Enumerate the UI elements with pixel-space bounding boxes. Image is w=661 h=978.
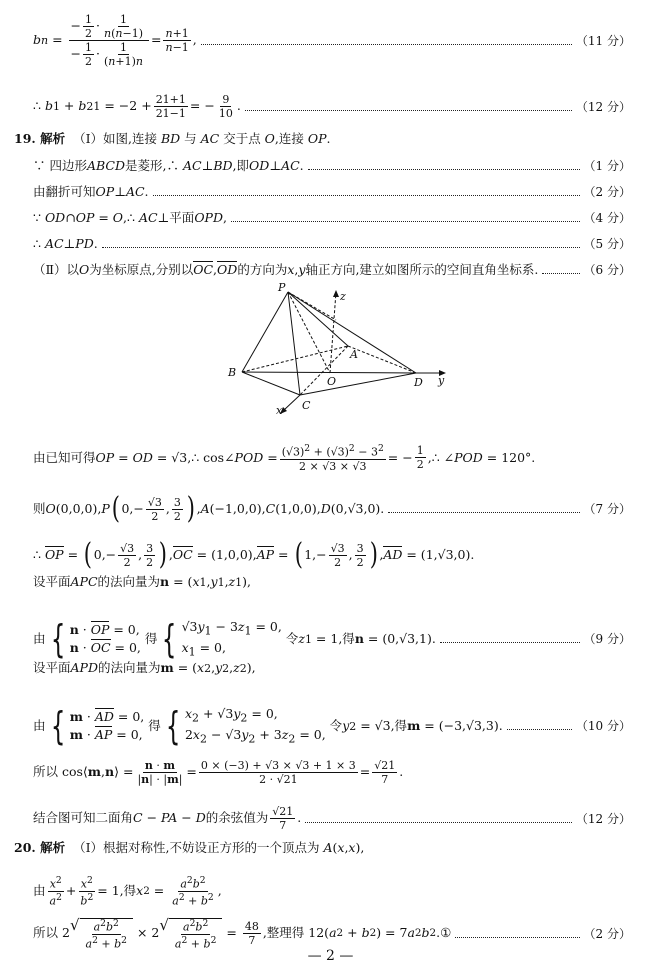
rhombus-statement: ∵ 四边形 ABCD 是菱形,∴ AC ⊥ BD ,即 OD ⊥ AC .: [33, 158, 304, 173]
edge-PB: [242, 292, 288, 372]
problem-19-heading: [14, 133, 612, 146]
edge-PA: [288, 292, 348, 346]
leader-dots: [201, 43, 572, 45]
label-O: O: [327, 375, 337, 388]
problem-19-label: 19. 解析: [14, 131, 66, 146]
b1-b21-expression: ∴ b 1 + b 21 = −2 + $\frac{21+1}{21-1}$ = − $\frac{9}{10}$ .: [33, 93, 241, 120]
part-1-intro: （Ⅰ）如图,连接 BD 与 AC 交于点 O,连接 OP.: [73, 131, 331, 146]
vectors-list: ∴ OP = ( 0,− $\frac{√3}{2}$ , $\frac{3}{2}$ ) , OC = (1,0,0), AP = ( 1,− $\frac{√3}{2}$ , $\frac{3}{2}$ ) , AD = (1,√3,0).: [33, 537, 475, 572]
score-9: （9 分）: [583, 632, 631, 646]
score-2b: （2 分）: [583, 926, 631, 941]
ellipse-eq: 由 $\frac{x^2}{a^2}$ + $\frac{x^2}{b^2}$ = 1,得 x 2 = $\frac{a^2b^2}{a^2 + b^2}$ ,: [33, 875, 222, 908]
score-12: （12 分）: [575, 99, 631, 114]
plane-statement: ∵ OD ∩ OP = O ,∴ AC ⊥平面 OPD ,: [33, 210, 227, 225]
line-b1-b21: [33, 94, 631, 119]
x-axis-ext: [284, 395, 300, 410]
label-D: D: [414, 376, 423, 389]
line-ac-pd: [33, 238, 631, 251]
normal-n-def: 设平面 APC 的法向量为 n = ( x 1 , y 1 , z 1 ),: [33, 574, 251, 589]
score-12b: （12 分）: [575, 811, 631, 826]
line-coordinates: [33, 491, 631, 526]
line-b-n-formula: [33, 14, 631, 67]
score-6: （6 分）: [583, 263, 631, 278]
score-1: （1 分）: [583, 159, 631, 174]
line-system-m: [33, 704, 631, 748]
cos-pod-calc: 由已知可得 OP = OD = √3,∴ cos∠ POD = $\frac{(√3)^2 + (√3)^2 - 3^2}{2 \times √3 \times √3}$ = − $\frac{1}{2}$ ,∴ ∠ POD = 120°.: [33, 443, 536, 473]
score-11: （11 分）: [575, 33, 631, 48]
score-2: （2 分）: [583, 185, 631, 200]
label-z: z: [340, 290, 346, 303]
line-normal-m: [33, 662, 631, 675]
area-eq: 所以 2 √ $\frac{a^2b^2}{a^2 + b^2}$ × 2 √ $\frac{a^2b^2}{a^2 + b^2}$ = $\frac{48}{7}$ ,整理得 12( a 2 + b 2 ) = 7 a 2 b 2 .①: [33, 916, 452, 951]
line-system-n: [33, 617, 631, 661]
system-n: 由 { n · OP = 0, n · OC = 0, 得 { $√3y_1 - 3z_1 = 0$, $x_1 = 0$, 令 z 1 = 1,得 n = (0,√3,1).: [33, 617, 436, 661]
leader-dots: [245, 109, 572, 111]
part-1-intro-20: （Ⅰ）根据对称性,不妨设正方形的一个顶点为 A(x,x),: [73, 840, 365, 855]
score-4: （4 分）: [583, 211, 631, 226]
line-fold: [33, 186, 631, 199]
line-rhombus: [33, 160, 631, 173]
line-area-eq: [33, 918, 631, 949]
b-n-expression: b n = − $\frac{1}{2}$ · $\frac{1}{n(n-1)}$ − $\frac{1}{2}$ · $\frac{1}{(n+1)n}$ = $\frac{n+1}{n-1}$ ,: [33, 13, 197, 68]
label-C: C: [302, 399, 311, 412]
geometry-figure: [220, 280, 460, 420]
line-cos-pod: [33, 444, 631, 472]
edge-AD: [348, 346, 416, 373]
label-P: P: [278, 281, 286, 294]
line-coord-system: [33, 264, 631, 277]
line-plane: [33, 212, 631, 225]
score-10: （10 分）: [575, 719, 631, 733]
coordinates-list: 则 O (0,0,0), P ( 0,− $\frac{√3}{2}$ , $\frac{3}{2}$ ) , A (−1,0,0), C (1,0,0), D (0,√3,0).: [33, 491, 385, 526]
problem-20-heading: [14, 842, 612, 855]
label-A: A: [350, 348, 358, 361]
system-m: 由 { m · AD = 0, m · AP = 0, 得 { $x_2 + √3y_2 = 0$, $2x_2 - √3y_2 + 3z_2 = 0$, 令 y 2 = √3,得 m = (−3,√3,3).: [33, 704, 503, 748]
line-cos-mn: [33, 760, 631, 785]
edge-BC: [242, 372, 300, 395]
coord-system-statement: （Ⅱ）以 O 为坐标原点,分别以 OC , OD 的方向为 x , y 轴正方向,建立如图所示的空间直角坐标系.: [33, 262, 539, 277]
line-vectors: [33, 537, 631, 572]
z-axis-arrow: [333, 290, 339, 297]
edge-PC: [288, 292, 300, 395]
problem-20-label: 20. 解析: [14, 840, 66, 855]
fold-statement: 由翻折可知 OP ⊥ AC .: [33, 184, 149, 199]
page-number: — 2 —: [307, 948, 354, 964]
line-normal-n: [33, 576, 631, 589]
label-y: y: [438, 374, 445, 387]
normal-m-def: 设平面 APD 的法向量为 m = ( x 2 , y 2 , z 2 ),: [33, 660, 256, 675]
label-B: B: [228, 366, 237, 379]
score-5: （5 分）: [583, 237, 631, 252]
label-x: x: [276, 404, 283, 417]
edge-PO: [288, 292, 330, 373]
line-dihedral: [33, 806, 631, 831]
cos-mn-calc: 所以 cos⟨ m , n ⟩ = $\frac{n \cdot m}{|n| \cdot |m|}$ = $\frac{0 \times (-3) + √3 \times √3 + 1 \times 3}{2 \cdot √21}$ = $\frac{√21}{7}$ .: [33, 759, 404, 786]
edge-CD: [300, 373, 416, 395]
dihedral-result: 结合图可知二面角 C − PA − D 的余弦值为 $\frac{√21}{7}$ .: [33, 805, 302, 832]
ac-perp-pd: ∴ AC ⊥ PD .: [33, 236, 98, 251]
score-7: （7 分）: [583, 502, 631, 516]
line-ellipse-eq: [33, 876, 631, 906]
